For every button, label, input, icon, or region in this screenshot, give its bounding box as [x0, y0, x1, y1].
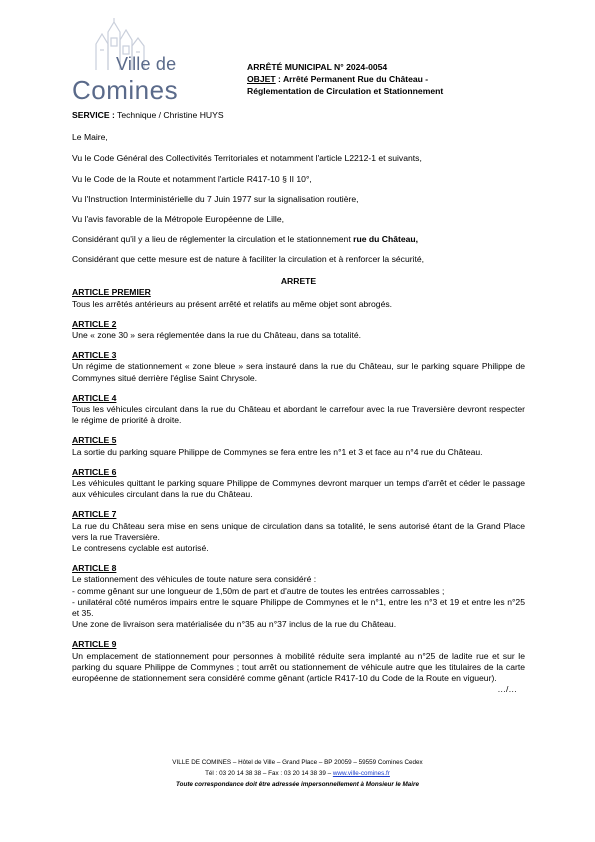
- article-8: [72, 563, 525, 630]
- article-text: Le stationnement des véhicules de toute nature sera considéré :: [72, 574, 317, 585]
- article-title: ARTICLE 3: [72, 350, 117, 361]
- article-5: [72, 435, 525, 457]
- considerant-1-bold: rue du Château,: [353, 234, 419, 245]
- vu-code-route: Vu le Code de la Route et notamment l'article R417-10 § II 10°,: [72, 173, 312, 184]
- footer-notice: Toute correspondance doit être adressée impersonnellement à Monsieur le Maire: [176, 781, 419, 788]
- vu-cgct: Vu le Code Général des Collectivités Territoriales et notamment l'article L2212-1 et suivants,: [72, 153, 422, 164]
- logo-line-ville: Ville de: [116, 54, 177, 74]
- article-text: Tous les véhicules circulant dans la rue du Château et abordant le carrefour avec la rue Traversière devront respecter le régime de priorité à droite.: [72, 403, 525, 426]
- article-4: [72, 393, 525, 427]
- article-bullet: - unilatéral côté numéros impairs entre le square Philippe de Commynes et le n°1, entre les n°3 et 19 et entre les n°25 et 35.: [72, 596, 525, 618]
- objet-line-2: Réglementation de Circulation et Stationnement: [247, 86, 444, 96]
- article-text: La sortie du parking square Philippe de Commynes se fera entre les n°1 et 3 et face au n°4 rue du Château.: [72, 446, 483, 457]
- article-title: ARTICLE PREMIER: [72, 287, 151, 298]
- article-text: Un régime de stationnement « zone bleue » sera instauré dans la rue du Château, sur le parking square Philippe de Commynes situé derrière l'église Saint Chrysole.: [72, 361, 525, 383]
- logo-line-comines: Comines: [72, 75, 179, 105]
- article-text: Les véhicules quittant le parking square Philippe de Commynes devront marquer un temps d'arrêt et céder le passage aux véhicules circulant dans la rue du Château.: [72, 477, 525, 500]
- continued-marker: …/…: [497, 684, 517, 695]
- article-title: ARTICLE 5: [72, 435, 117, 446]
- article-text-2: Le contresens cyclable est autorisé.: [72, 542, 209, 553]
- objet-label: OBJET: [247, 74, 276, 84]
- article-9: [72, 639, 525, 684]
- objet-text: : Arrêté Permanent Rue du Château -: [275, 74, 429, 84]
- ville-de-comines-logo: [72, 18, 192, 103]
- article-2: [72, 319, 525, 341]
- article-7: [72, 509, 525, 554]
- article-text: Un emplacement de stationnement pour personnes à mobilité réduite sera implanté au n°25 de ladite rue et sur le parking du square Philippe de Commynes ; tout arrêt ou stationnement de véhicule autre que les titulaires de la carte européenne de stationnement sera considéré comme gênant (article R417-10 du Code de la Route en vigueur).: [72, 650, 525, 684]
- vu-avis-mel: Vu l'avis favorable de la Métropole Européenne de Lille,: [72, 214, 285, 225]
- article-title: ARTICLE 2: [72, 318, 117, 329]
- website-link[interactable]: www.ville-comines.fr: [332, 770, 390, 777]
- article-1: [72, 287, 525, 309]
- article-text: Une « zone 30 » sera réglementée dans la rue du Château, dans sa totalité.: [72, 329, 362, 340]
- article-text: La rue du Château sera mise en sens unique de circulation dans sa totalité, le sens autorisé étant de la Grand Place vers la rue Traversière.: [72, 520, 525, 542]
- article-title: ARTICLE 8: [72, 563, 117, 574]
- arrete-title: ARRÊTÉ MUNICIPAL N° 2024-0054: [247, 62, 388, 72]
- considerant-1-text: Considérant qu'il y a lieu de réglementer la circulation et le stationnement: [72, 234, 354, 245]
- footer-contact: [0, 768, 595, 779]
- footer-address: VILLE DE COMINES – Hôtel de Ville – Grand Place – BP 20059 – 59559 Comines Cedex: [172, 759, 423, 766]
- considerant-1: [72, 234, 525, 245]
- page-footer: [0, 757, 595, 790]
- service-label: SERVICE :: [72, 110, 115, 120]
- article-text-2: Une zone de livraison sera matérialisée du n°35 au n°37 inclus de la rue du Château.: [72, 619, 397, 630]
- document-body: [72, 110, 525, 695]
- considerant-2: Considérant que cette mesure est de nature à faciliter la circulation et à renforcer la sécurité,: [72, 254, 425, 265]
- article-bullet: - comme gênant sur une longueur de 1,50m de part et d'autre de toutes les entrées carrossables ;: [72, 585, 445, 596]
- article-3: [72, 350, 525, 384]
- service-line: [72, 110, 525, 121]
- article-6: [72, 467, 525, 501]
- vu-instruction: Vu l'Instruction Interministérielle du 7 Juin 1977 sur la signalisation routière,: [72, 193, 359, 204]
- article-title: ARTICLE 7: [72, 509, 117, 520]
- le-maire: Le Maire,: [72, 131, 108, 142]
- article-title: ARTICLE 6: [72, 466, 117, 477]
- article-text: Tous les arrêtés antérieurs au présent arrêté et relatifs au même objet sont abrogés.: [72, 298, 393, 309]
- objet-line: [247, 73, 443, 85]
- footer-phone-fax: Tél : 03 20 14 38 38 – Fax : 03 20 14 38 39 –: [205, 770, 333, 777]
- arrete-heading: ARRETE: [280, 276, 317, 287]
- article-title: ARTICLE 9: [72, 639, 117, 650]
- service-name: Technique / Christine HUYS: [114, 110, 224, 120]
- arrete-header: [247, 61, 443, 97]
- article-title: ARTICLE 4: [72, 392, 117, 403]
